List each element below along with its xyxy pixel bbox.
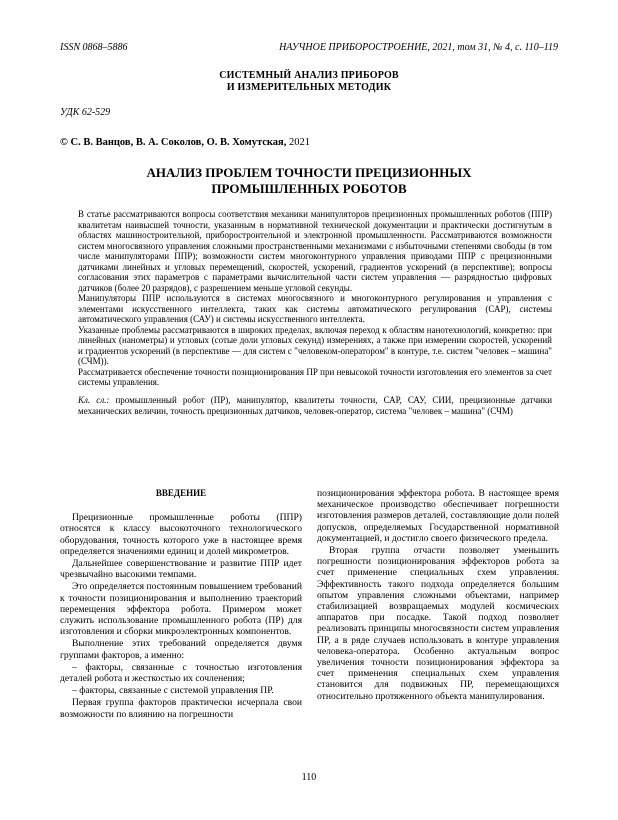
section-title [0, 70, 618, 94]
body-paragraph: Прецизионные промышленные роботы (ППР) относятся к классу высокоточного технологического оборудования, точность которого уже в настоящее время определяется значениями единиц и долей микрометров. [60, 512, 302, 557]
keywords-text: промышленный робот (ПР), манипулятор, квалитеты точности, САР, САУ, СИИ, прецизионные датчики механических величин, точность прецизионных датчиков, человек-оператор, система "человек – машина" (СЧМ) [78, 395, 553, 416]
copyright-icon: © [60, 137, 68, 148]
section-title-line2: И ИЗМЕРИТЕЛЬНЫХ МЕТОДИК [226, 82, 392, 93]
journal-reference: НАУЧНОЕ ПРИБОРОСТРОЕНИЕ, 2021, том 31, № 4, c. 110–119 [279, 42, 558, 53]
abstract [78, 209, 552, 388]
article-title-line2: ПРОМЫШЛЕННЫХ РОБОТОВ [211, 181, 407, 196]
abstract-paragraph: В статье рассматриваются вопросы соответствия механики манипуляторов прецизионных промышленных роботов (ППР) квалитетам наивысшей точности, указанным в нормативной технической документации и практически достигнутым в областях машиностроительной, приборостроительной и электронной промышленности. Рассматриваются возможности систем многосвязного управления сложными пространственными механизмами с избыточными степенями свободы (в том числе манипуляторами ППР); возможности систем многоконтурного управления приводами ППР с прецизионными датчиками линейных и угловых перемещений, скоростей, ускорений, градиентов ускорений (в перспективе); вопросы согласования этих параметров с параметрами вычислительной части систем управления — разрядностью цифровых датчиков (более 20 разрядов), с разрешением меньше угловой секунды. [78, 209, 552, 293]
body-paragraph: Вторая группа отчасти позволяет уменьшить погрешности позиционирования эффекторов робота за счет применение специальных схем управления. Эффективность такого подхода определяется большим опытом управления сложными объектами, например стабилизацией возвращаемых модулей космических аппаратов при посадке. Такой подход позволяет реализовать принципы многосвязности систем управления ПР, а в ряде случаев использовать в контуре управления человека-оператора. Особенно актуальным вопрос увеличения точности позиционирования эффектора за счет применения специальных схем управления становится для подвижных ПР, перемещающихся относительно протяженного объекта манипулирования. [317, 545, 559, 702]
issn: ISSN 0868–5886 [60, 42, 128, 53]
list-item: – факторы, связанные с точностью изготовления деталей робота и жесткостью их сочленения; [60, 661, 302, 685]
copyright-year: 2021 [288, 137, 310, 148]
body-paragraph: Дальнейшее совершенствование и развитие ППР идет чрезвычайно высокими темпами. [60, 558, 302, 581]
keywords-label: Кл. сл.: [78, 395, 110, 405]
body-paragraph: позиционирования эффектора робота. В настоящее время механическое производство обеспечивает погрешности изготовления размеров деталей, составляющие доли полей допусков, определяемых Государственной нормативной документацией, и достигло своего физического предела. [317, 488, 559, 544]
authors [60, 137, 310, 148]
left-column [60, 488, 302, 720]
section-title-line1: СИСТЕМНЫЙ АНАЛИЗ ПРИБОРОВ [219, 70, 399, 81]
body-paragraph: Выполнение этих требований определяется двумя группами факторов, а именно: [60, 638, 302, 661]
author-names: С. В. Ванцов, В. А. Соколов, О. В. Хомутская, [70, 137, 287, 148]
article-title [0, 165, 618, 197]
abstract-paragraph: Указанные проблемы рассматриваются в широких пределах, включая переход к областям нанотехнологий, конкретно: при линейных (нанометры) и угловых (сотые доли угловых секунд) измерениях, а также при измерении скоростей, ускорений и градиентов ускорений (в перспективе — для систем с "человеком-оператором" в контуре, т.е. систем "человек – машина" (СЧМ)). [78, 324, 552, 366]
udk-code: УДК 62-529 [60, 107, 111, 118]
article-title-line1: АНАЛИЗ ПРОБЛЕМ ТОЧНОСТИ ПРЕЦИЗИОННЫХ [146, 165, 472, 180]
abstract-paragraph: Манипуляторы ППР используются в системах многосвязного и многоконтурного регулирования и управления с элементами искусственного интеллекта, таких как системы автоматического регулирования (САР), системы автоматического управления (САУ) и системы искусственного интеллекта. [78, 293, 552, 324]
keywords [78, 395, 552, 416]
list-item: – факторы, связанные с системой управления ПР. [72, 685, 274, 697]
right-column [317, 488, 559, 702]
abstract-paragraph: Рассматривается обеспечение точности позиционирования ПР при невысокой точности изготовления его элементов за счет системы управления. [78, 366, 552, 387]
page-number: 110 [301, 772, 317, 783]
body-paragraph: Это определяется постоянным повышением требований к точности позиционирования и выполнению траекторий перемещения эффектора робота. Примером может служить использование промышленного робота (ПР) для изготовления и сборки микроэлектронных компонентов. [60, 581, 302, 638]
body-paragraph: Первая группа факторов практически исчерпала свои возможности по влиянию на погрешности [60, 697, 302, 720]
introduction-heading: ВВЕДЕНИЕ [155, 488, 207, 498]
